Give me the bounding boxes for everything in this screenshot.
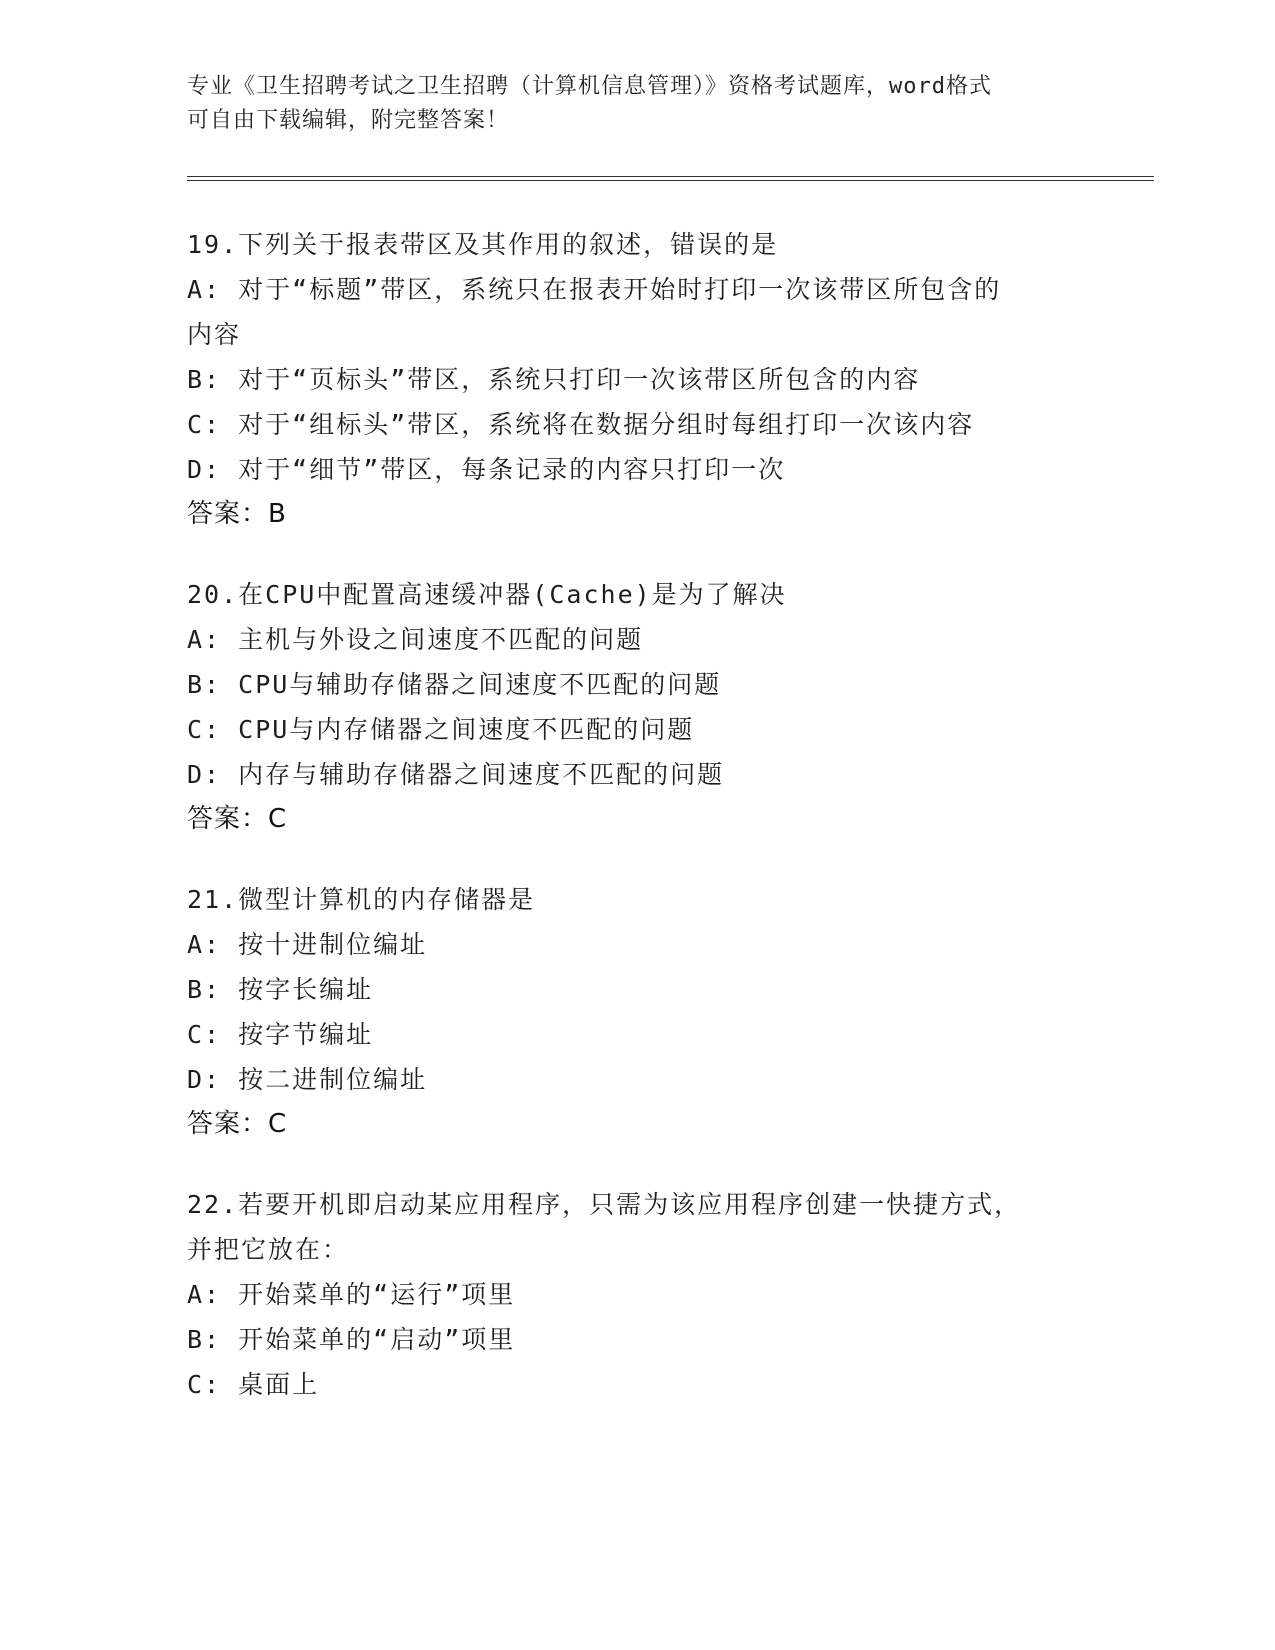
- option-b: B: 开始菜单的“启动”项里: [187, 1325, 516, 1354]
- option-a: A: 按十进制位编址: [187, 930, 428, 959]
- option-c: C: 桌面上: [187, 1370, 320, 1399]
- question-19: [187, 222, 1087, 537]
- option-d: D: 按二进制位编址: [187, 1065, 428, 1094]
- question-stem: 20.在CPU中配置高速缓冲器(Cache)是为了解决: [187, 580, 787, 609]
- question-22: [187, 1182, 1087, 1407]
- option-a: A: 开始菜单的“运行”项里: [187, 1280, 516, 1309]
- option-c: C: 按字节编址: [187, 1020, 374, 1049]
- option-b: B: CPU与辅助存储器之间速度不匹配的问题: [187, 670, 722, 699]
- question-stem: 22.若要开机即启动某应用程序，只需为该应用程序创建一快捷方式，: [187, 1190, 1022, 1219]
- option-b: B: 按字长编址: [187, 975, 374, 1004]
- question-stem: 19.下列关于报表带区及其作用的叙述，错误的是: [187, 230, 779, 259]
- option-a-continued: 内容: [187, 320, 242, 349]
- option-a: A: 对于“标题”带区，系统只在报表开始时打印一次该带区所包含的: [187, 275, 1002, 304]
- answer-text: 答案：B: [187, 499, 287, 529]
- option-c: C: 对于“组标头”带区，系统将在数据分组时每组打印一次该内容: [187, 410, 975, 439]
- question-20: [187, 572, 1087, 842]
- option-d: D: 内存与辅助存储器之间速度不匹配的问题: [187, 760, 725, 789]
- answer-text: 答案：C: [187, 1109, 288, 1139]
- option-d: D: 对于“细节”带区，每条记录的内容只打印一次: [187, 455, 786, 484]
- option-b: B: 对于“页标头”带区，系统只打印一次该带区所包含的内容: [187, 365, 921, 394]
- header-line-1: 专业《卫生招聘考试之卫生招聘（计算机信息管理）》资格考试题库，word格式: [187, 74, 992, 99]
- answer-text: 答案：C: [187, 804, 288, 834]
- question-21: [187, 877, 1087, 1147]
- header-line-2: 可自由下载编辑，附完整答案！: [187, 108, 510, 133]
- question-stem: 21.微型计算机的内存储器是: [187, 885, 536, 914]
- option-c: C: CPU与内存储器之间速度不匹配的问题: [187, 715, 695, 744]
- document-header: [187, 70, 1087, 138]
- option-a: A: 主机与外设之间速度不匹配的问题: [187, 625, 644, 654]
- header-divider: [187, 176, 1154, 181]
- question-stem-continued: 并把它放在：: [187, 1235, 350, 1264]
